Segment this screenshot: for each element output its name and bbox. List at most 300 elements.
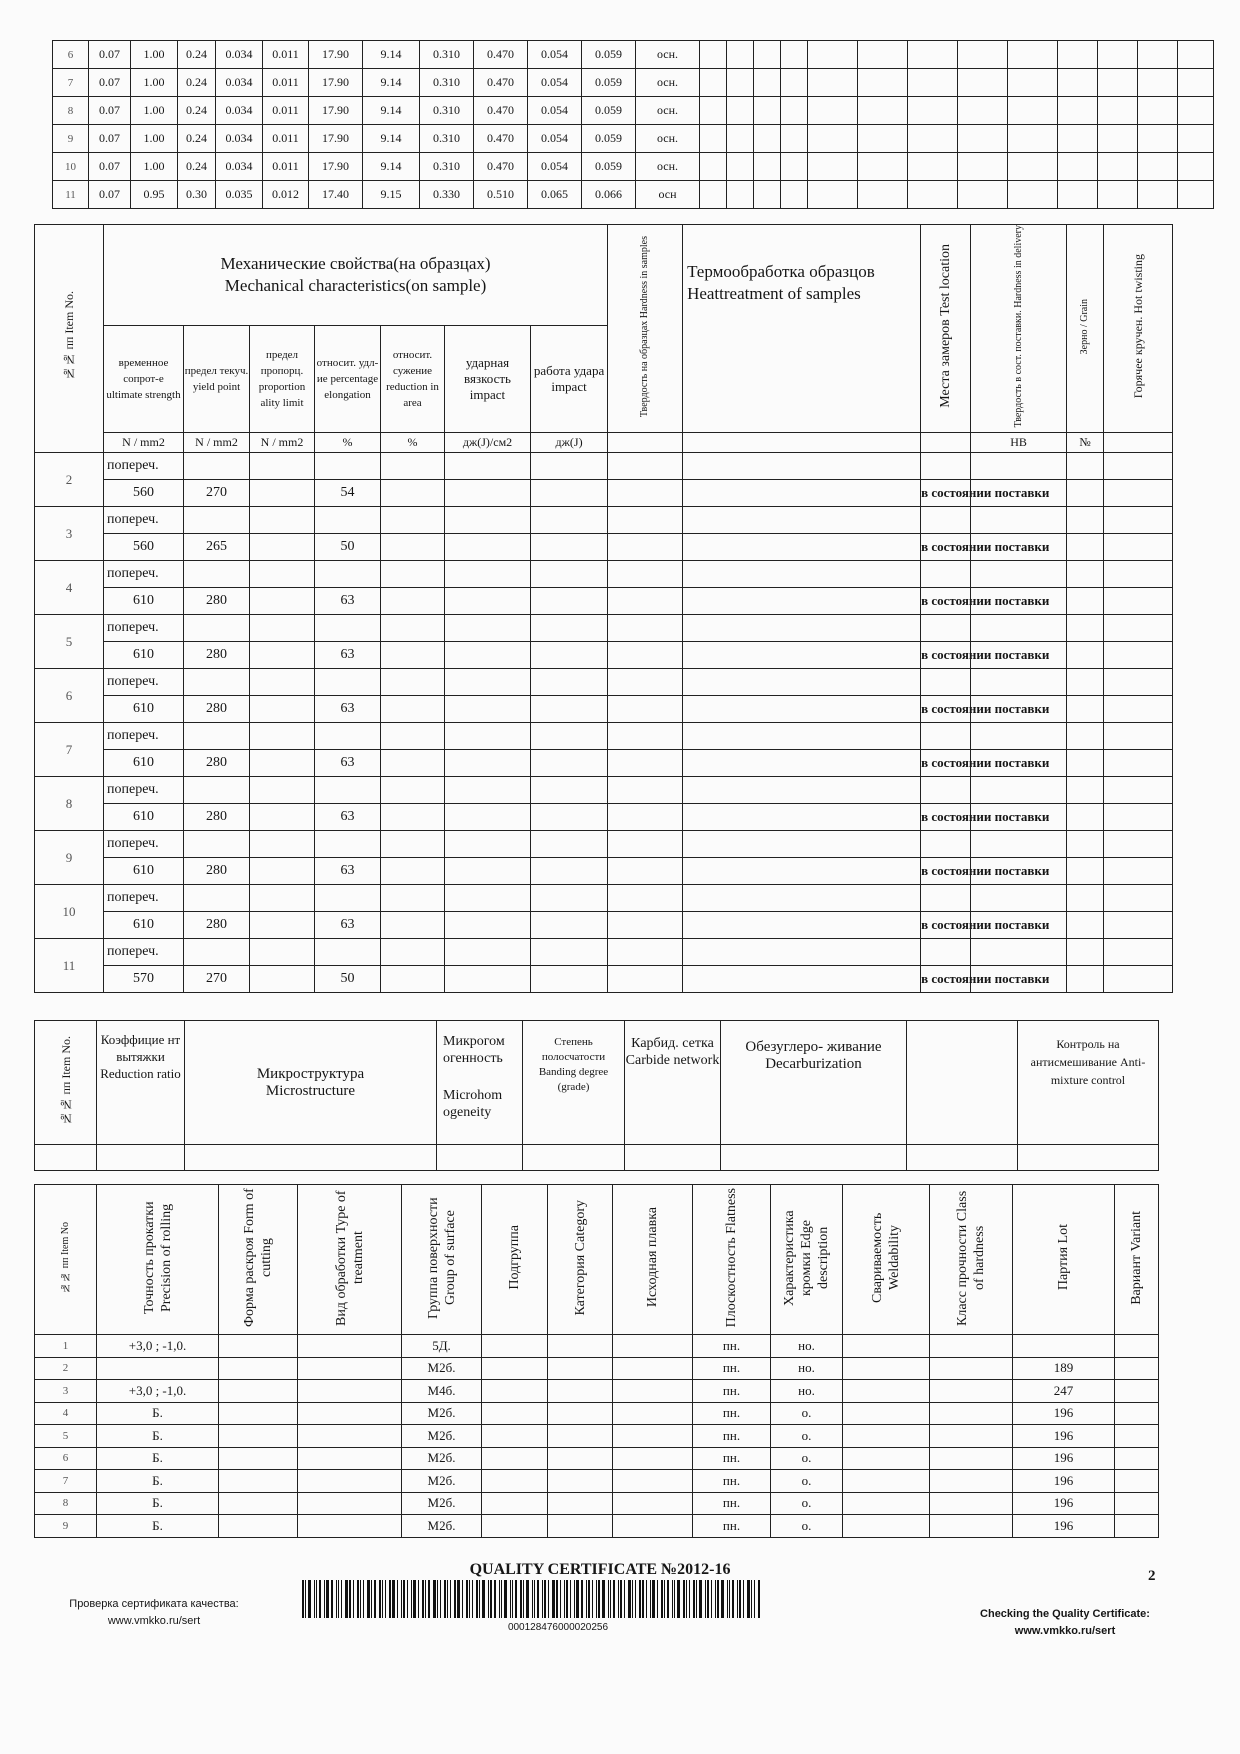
- surface-empty: [930, 1357, 1013, 1380]
- yield-point-value: 280: [184, 804, 250, 831]
- yield-point-value: 280: [184, 750, 250, 777]
- chem-value: 0.011: [263, 69, 309, 97]
- ultimate-strength-value: 610: [104, 588, 184, 615]
- chem-item-no: 10: [53, 153, 89, 181]
- mech-empty: [1067, 588, 1104, 615]
- mech-unit: дж(J): [531, 433, 608, 453]
- mech-row-direction: [35, 507, 1173, 534]
- mech-unit: N / mm2: [184, 433, 250, 453]
- mech-empty: [683, 615, 921, 642]
- mech-empty: [445, 561, 531, 588]
- chem-value: осн.: [636, 69, 700, 97]
- yield-point-value: 270: [184, 480, 250, 507]
- chem-row: [53, 181, 1214, 209]
- mech-empty: [683, 534, 921, 561]
- mech-empty: [445, 858, 531, 885]
- mech-empty: [608, 642, 683, 669]
- chem-empty: [1008, 153, 1058, 181]
- chem-empty: [781, 97, 808, 125]
- chem-empty: [727, 125, 754, 153]
- surface-table: [34, 1184, 1159, 1538]
- chem-row: [53, 97, 1214, 125]
- mech-empty: [1104, 561, 1173, 588]
- chem-value: 9.15: [363, 181, 420, 209]
- chem-value: 17.90: [309, 125, 363, 153]
- surface-n: 6: [35, 1447, 97, 1470]
- mech-unit: N / mm2: [250, 433, 315, 453]
- reduction-ratio-header: Коэффицие нт вытяжки Reduction ratio: [97, 1021, 185, 1145]
- mech-empty: [315, 777, 381, 804]
- mech-empty: [921, 885, 971, 912]
- mech-unit: %: [315, 433, 381, 453]
- surface-empty: [1115, 1357, 1159, 1380]
- chem-empty: [781, 125, 808, 153]
- yield-point-value: 280: [184, 696, 250, 723]
- mech-empty: [184, 507, 250, 534]
- mech-empty: [1067, 939, 1104, 966]
- surface-n: 7: [35, 1470, 97, 1493]
- mech-empty: [1067, 750, 1104, 777]
- mech-empty: [315, 885, 381, 912]
- surface-edge: но.: [771, 1380, 843, 1403]
- mech-empty: [250, 723, 315, 750]
- mech-subheader: относит. удл- ие percentage elongation: [315, 326, 381, 433]
- chem-empty: [1008, 125, 1058, 153]
- surface-empty: [613, 1470, 693, 1493]
- mech-empty: [971, 723, 1067, 750]
- surface-header: Вид обработки Type of treatment: [298, 1185, 402, 1335]
- chem-empty: [958, 69, 1008, 97]
- surface-grp: М2б.: [402, 1402, 482, 1425]
- surface-edge: но.: [771, 1335, 843, 1358]
- chem-empty: [808, 153, 858, 181]
- mech-row-values: [35, 588, 1173, 615]
- mech-empty: [683, 480, 921, 507]
- ctrl-cell: [35, 1145, 97, 1171]
- surface-header: Характеристика кромки Edge description: [771, 1185, 843, 1335]
- chem-empty: [727, 153, 754, 181]
- chem-value: осн: [636, 181, 700, 209]
- chem-value: 0.059: [582, 125, 636, 153]
- surface-empty: [1115, 1380, 1159, 1403]
- mech-unit: [608, 433, 683, 453]
- mech-empty: [1104, 696, 1173, 723]
- mech-empty: [683, 453, 921, 480]
- chem-value: осн.: [636, 97, 700, 125]
- surface-empty: [219, 1492, 298, 1515]
- surface-flat: пн.: [693, 1335, 771, 1358]
- mech-empty: [921, 561, 971, 588]
- surface-empty: [298, 1515, 402, 1538]
- surface-empty: [482, 1515, 548, 1538]
- chem-empty: [1058, 97, 1098, 125]
- mech-empty: [1104, 966, 1173, 993]
- surface-grp: М2б.: [402, 1470, 482, 1493]
- mech-empty: [1067, 831, 1104, 858]
- chem-empty: [1138, 125, 1178, 153]
- chem-value: 0.24: [178, 69, 216, 97]
- chem-empty: [727, 41, 754, 69]
- chem-empty: [754, 153, 781, 181]
- mech-direction: попереч.: [104, 507, 184, 534]
- chem-value: осн.: [636, 125, 700, 153]
- chem-value: 0.24: [178, 125, 216, 153]
- mech-empty: [1104, 588, 1173, 615]
- mech-empty: [250, 669, 315, 696]
- mech-row-values: [35, 966, 1173, 993]
- mech-empty: [184, 669, 250, 696]
- mech-empty: [971, 777, 1067, 804]
- chem-empty: [1008, 181, 1058, 209]
- elongation-value: 63: [315, 912, 381, 939]
- surface-flat: пн.: [693, 1402, 771, 1425]
- mech-empty: [921, 507, 971, 534]
- mech-empty: [608, 804, 683, 831]
- chem-empty: [808, 181, 858, 209]
- mech-direction: попереч.: [104, 831, 184, 858]
- microhomogeneity-header: Микрогом огенность Microhom ogeneity: [437, 1021, 523, 1145]
- check-url-left[interactable]: www.vmkko.ru/sert: [107, 1615, 201, 1627]
- check-url-right[interactable]: www.vmkko.ru/sert: [1014, 1625, 1116, 1637]
- mech-empty: [1104, 615, 1173, 642]
- mech-empty: [381, 561, 445, 588]
- chem-empty: [781, 181, 808, 209]
- microstructure-header: Микроструктура Microstructure: [185, 1021, 437, 1145]
- mech-empty: [608, 669, 683, 696]
- grain-header: Зерно / Grain: [1067, 225, 1104, 433]
- surface-flat: пн.: [693, 1425, 771, 1448]
- surface-empty: [930, 1470, 1013, 1493]
- mech-item-no: 9: [35, 831, 104, 885]
- surface-row: [35, 1335, 1159, 1358]
- surface-empty: [843, 1425, 930, 1448]
- check-certificate-en: Checking the Quality Certificate: www.vmkko.ru/sert: [965, 1606, 1165, 1640]
- surface-empty: [843, 1357, 930, 1380]
- chem-value: 0.95: [131, 181, 178, 209]
- surface-empty: [843, 1447, 930, 1470]
- mech-empty: [921, 723, 971, 750]
- mech-title: Механические свойства(на образцах) Mechanical characteristics(on sample): [104, 225, 608, 326]
- mech-empty: [531, 912, 608, 939]
- surface-empty: [613, 1380, 693, 1403]
- chem-empty: [1098, 69, 1138, 97]
- mech-empty: [381, 534, 445, 561]
- surface-lot: 196: [1013, 1425, 1115, 1448]
- surface-edge: о.: [771, 1402, 843, 1425]
- mech-empty: [531, 453, 608, 480]
- mech-empty: [608, 831, 683, 858]
- mech-empty: [683, 750, 921, 777]
- mech-row-values: [35, 696, 1173, 723]
- chem-empty: [958, 181, 1008, 209]
- chem-value: 1.00: [131, 153, 178, 181]
- ultimate-strength-value: 610: [104, 804, 184, 831]
- mech-empty: [531, 615, 608, 642]
- chem-value: 0.054: [528, 125, 582, 153]
- mech-empty: [1067, 642, 1104, 669]
- mech-empty: [250, 534, 315, 561]
- chem-empty: [908, 181, 958, 209]
- chem-value: 0.011: [263, 97, 309, 125]
- heattreatment-value: в состоянии поставки: [921, 750, 971, 777]
- elongation-value: 50: [315, 534, 381, 561]
- mech-empty: [381, 615, 445, 642]
- chem-value: 0.310: [420, 41, 474, 69]
- surface-row: [35, 1492, 1159, 1515]
- mech-empty: [921, 831, 971, 858]
- chem-empty: [1138, 181, 1178, 209]
- elongation-value: 63: [315, 804, 381, 831]
- chem-value: 0.24: [178, 97, 216, 125]
- surface-empty: [613, 1335, 693, 1358]
- chem-value: 0.470: [474, 41, 528, 69]
- chem-value: 0.066: [582, 181, 636, 209]
- chem-empty: [1098, 181, 1138, 209]
- heattreatment-value: в состоянии поставки: [921, 804, 971, 831]
- mech-empty: [1104, 939, 1173, 966]
- surface-empty: [548, 1380, 613, 1403]
- chem-empty: [727, 97, 754, 125]
- hot-twisting-header: Горячее кручен. Hot twisting: [1104, 225, 1173, 433]
- mech-row-values: [35, 642, 1173, 669]
- ultimate-strength-value: 610: [104, 858, 184, 885]
- mech-empty: [608, 939, 683, 966]
- surface-empty: [482, 1335, 548, 1358]
- mech-empty: [381, 777, 445, 804]
- mech-empty: [531, 858, 608, 885]
- mech-row-direction: [35, 561, 1173, 588]
- mech-empty: [1067, 507, 1104, 534]
- surface-row: [35, 1470, 1159, 1493]
- mech-empty: [1104, 777, 1173, 804]
- mech-empty: [608, 858, 683, 885]
- surface-edge: о.: [771, 1425, 843, 1448]
- chem-value: 0.24: [178, 153, 216, 181]
- surface-empty: [219, 1357, 298, 1380]
- surface-header: Вариант Variant: [1115, 1185, 1159, 1335]
- mech-row-direction: [35, 777, 1173, 804]
- surface-empty: [548, 1492, 613, 1515]
- mech-empty: [683, 561, 921, 588]
- chem-empty: [808, 97, 858, 125]
- elongation-value: 63: [315, 750, 381, 777]
- mech-empty: [531, 831, 608, 858]
- chem-value: 0.054: [528, 69, 582, 97]
- chem-value: 0.24: [178, 41, 216, 69]
- mech-empty: [184, 561, 250, 588]
- mech-item-no: 7: [35, 723, 104, 777]
- mech-empty: [250, 912, 315, 939]
- mech-empty: [184, 885, 250, 912]
- surface-header: Свариваемость Weldability: [843, 1185, 930, 1335]
- surface-empty: [298, 1492, 402, 1515]
- mech-empty: [315, 561, 381, 588]
- mech-empty: [683, 885, 921, 912]
- surface-empty: [930, 1380, 1013, 1403]
- chem-empty: [754, 125, 781, 153]
- mech-empty: [683, 831, 921, 858]
- surface-empty: [1115, 1492, 1159, 1515]
- surface-empty: [298, 1447, 402, 1470]
- check-certificate-ru: Проверка сертификата качества: www.vmkko.ru/sert: [34, 1596, 274, 1630]
- mech-empty: [250, 615, 315, 642]
- chem-empty: [858, 125, 908, 153]
- chem-empty: [781, 41, 808, 69]
- surface-n: 1: [35, 1335, 97, 1358]
- mech-empty: [250, 939, 315, 966]
- surface-empty: [482, 1470, 548, 1493]
- control-table: [34, 1020, 1159, 1171]
- mech-empty: [1104, 885, 1173, 912]
- mech-empty: [1104, 480, 1173, 507]
- yield-point-value: 270: [184, 966, 250, 993]
- mech-empty: [683, 858, 921, 885]
- mech-empty: [250, 777, 315, 804]
- mech-unit: %: [381, 433, 445, 453]
- surface-empty: [930, 1335, 1013, 1358]
- mech-empty: [531, 696, 608, 723]
- surface-lot: [1013, 1335, 1115, 1358]
- mech-empty: [1104, 669, 1173, 696]
- chem-value: 0.310: [420, 153, 474, 181]
- chem-empty: [858, 69, 908, 97]
- chem-empty: [858, 41, 908, 69]
- mech-empty: [381, 885, 445, 912]
- chem-value: 9.14: [363, 97, 420, 125]
- chemistry-table: [52, 40, 1214, 209]
- surface-edge: о.: [771, 1515, 843, 1538]
- mech-item-no: 5: [35, 615, 104, 669]
- mech-row-values: [35, 750, 1173, 777]
- ultimate-strength-value: 610: [104, 642, 184, 669]
- surface-empty: [298, 1470, 402, 1493]
- mech-empty: [250, 966, 315, 993]
- chem-empty: [858, 97, 908, 125]
- surface-grp: М2б.: [402, 1357, 482, 1380]
- surface-flat: пн.: [693, 1470, 771, 1493]
- chem-empty: [958, 125, 1008, 153]
- chem-value: 9.14: [363, 41, 420, 69]
- surface-empty: [843, 1402, 930, 1425]
- mech-empty: [445, 777, 531, 804]
- surface-empty: [482, 1492, 548, 1515]
- mech-empty: [315, 723, 381, 750]
- chem-empty: [781, 69, 808, 97]
- surface-empty: [613, 1402, 693, 1425]
- chem-value: 0.470: [474, 69, 528, 97]
- mech-empty: [608, 750, 683, 777]
- chem-value: 0.034: [216, 125, 263, 153]
- chem-empty: [781, 153, 808, 181]
- surface-header: Категория Category: [548, 1185, 613, 1335]
- surface-n: 3: [35, 1380, 97, 1403]
- surface-n: 2: [35, 1357, 97, 1380]
- surface-flat: пн.: [693, 1515, 771, 1538]
- heattreatment-value: в состоянии поставки: [921, 966, 971, 993]
- mech-unit: [921, 433, 971, 453]
- elongation-value: 54: [315, 480, 381, 507]
- decarb-header: Обезуглеро- живание Decarburization: [721, 1021, 907, 1145]
- mech-empty: [683, 696, 921, 723]
- surface-grp: М2б.: [402, 1515, 482, 1538]
- mech-subheader: предел текуч. yield point: [184, 326, 250, 433]
- surface-empty: [219, 1425, 298, 1448]
- surface-empty: [219, 1380, 298, 1403]
- chem-empty: [1008, 41, 1058, 69]
- mech-empty: [315, 615, 381, 642]
- surface-lot: 196: [1013, 1515, 1115, 1538]
- chem-empty: [754, 181, 781, 209]
- mech-direction: попереч.: [104, 885, 184, 912]
- mech-unit: [1104, 433, 1173, 453]
- certificate-title: QUALITY CERTIFICATE №2012-16: [469, 1561, 731, 1578]
- surface-row: [35, 1425, 1159, 1448]
- surface-lot: 196: [1013, 1492, 1115, 1515]
- carbide-header: Карбид. сетка Carbide network: [625, 1021, 721, 1145]
- chem-empty: [808, 69, 858, 97]
- chem-value: 0.07: [89, 97, 131, 125]
- surface-prec: Б.: [97, 1447, 219, 1470]
- chem-empty: [908, 125, 958, 153]
- surface-empty: [298, 1357, 402, 1380]
- surface-header: Форма раскроя Form of cutting: [219, 1185, 298, 1335]
- surface-empty: [613, 1515, 693, 1538]
- mech-empty: [315, 507, 381, 534]
- chem-value: 0.310: [420, 69, 474, 97]
- mech-empty: [1067, 696, 1104, 723]
- surface-prec: Б.: [97, 1425, 219, 1448]
- mech-subheader: относит. сужение reduction in area: [381, 326, 445, 433]
- mech-row-values: [35, 804, 1173, 831]
- chem-row: [53, 153, 1214, 181]
- chem-value: 0.011: [263, 125, 309, 153]
- mech-empty: [445, 885, 531, 912]
- surface-edge: но.: [771, 1357, 843, 1380]
- mech-empty: [971, 831, 1067, 858]
- mech-empty: [250, 453, 315, 480]
- chem-empty: [908, 97, 958, 125]
- chem-value: 1.00: [131, 69, 178, 97]
- chem-value: 17.90: [309, 69, 363, 97]
- ctrl-empty-col: [907, 1021, 1018, 1145]
- surface-empty: [548, 1447, 613, 1470]
- mech-empty: [445, 804, 531, 831]
- mech-empty: [921, 453, 971, 480]
- mechanical-table: [34, 224, 1173, 993]
- chem-item-no: 9: [53, 125, 89, 153]
- ctrl-cell: [1018, 1145, 1159, 1171]
- surface-empty: [482, 1380, 548, 1403]
- mech-empty: [250, 642, 315, 669]
- chem-value: 0.059: [582, 41, 636, 69]
- heattreatment-value: в состоянии поставки: [921, 588, 971, 615]
- mech-empty: [608, 777, 683, 804]
- surface-row: [35, 1515, 1159, 1538]
- surface-header: Исходная плавка: [613, 1185, 693, 1335]
- mech-empty: [184, 939, 250, 966]
- mech-row-direction: [35, 615, 1173, 642]
- surface-empty: [843, 1335, 930, 1358]
- surface-empty: [298, 1335, 402, 1358]
- mech-row-values: [35, 858, 1173, 885]
- mech-empty: [683, 669, 921, 696]
- mech-empty: [381, 507, 445, 534]
- mech-empty: [531, 804, 608, 831]
- surface-header: Подгруппа: [482, 1185, 548, 1335]
- chem-empty: [808, 41, 858, 69]
- mech-empty: [315, 453, 381, 480]
- surface-header: Класс прочности Class of hardness: [930, 1185, 1013, 1335]
